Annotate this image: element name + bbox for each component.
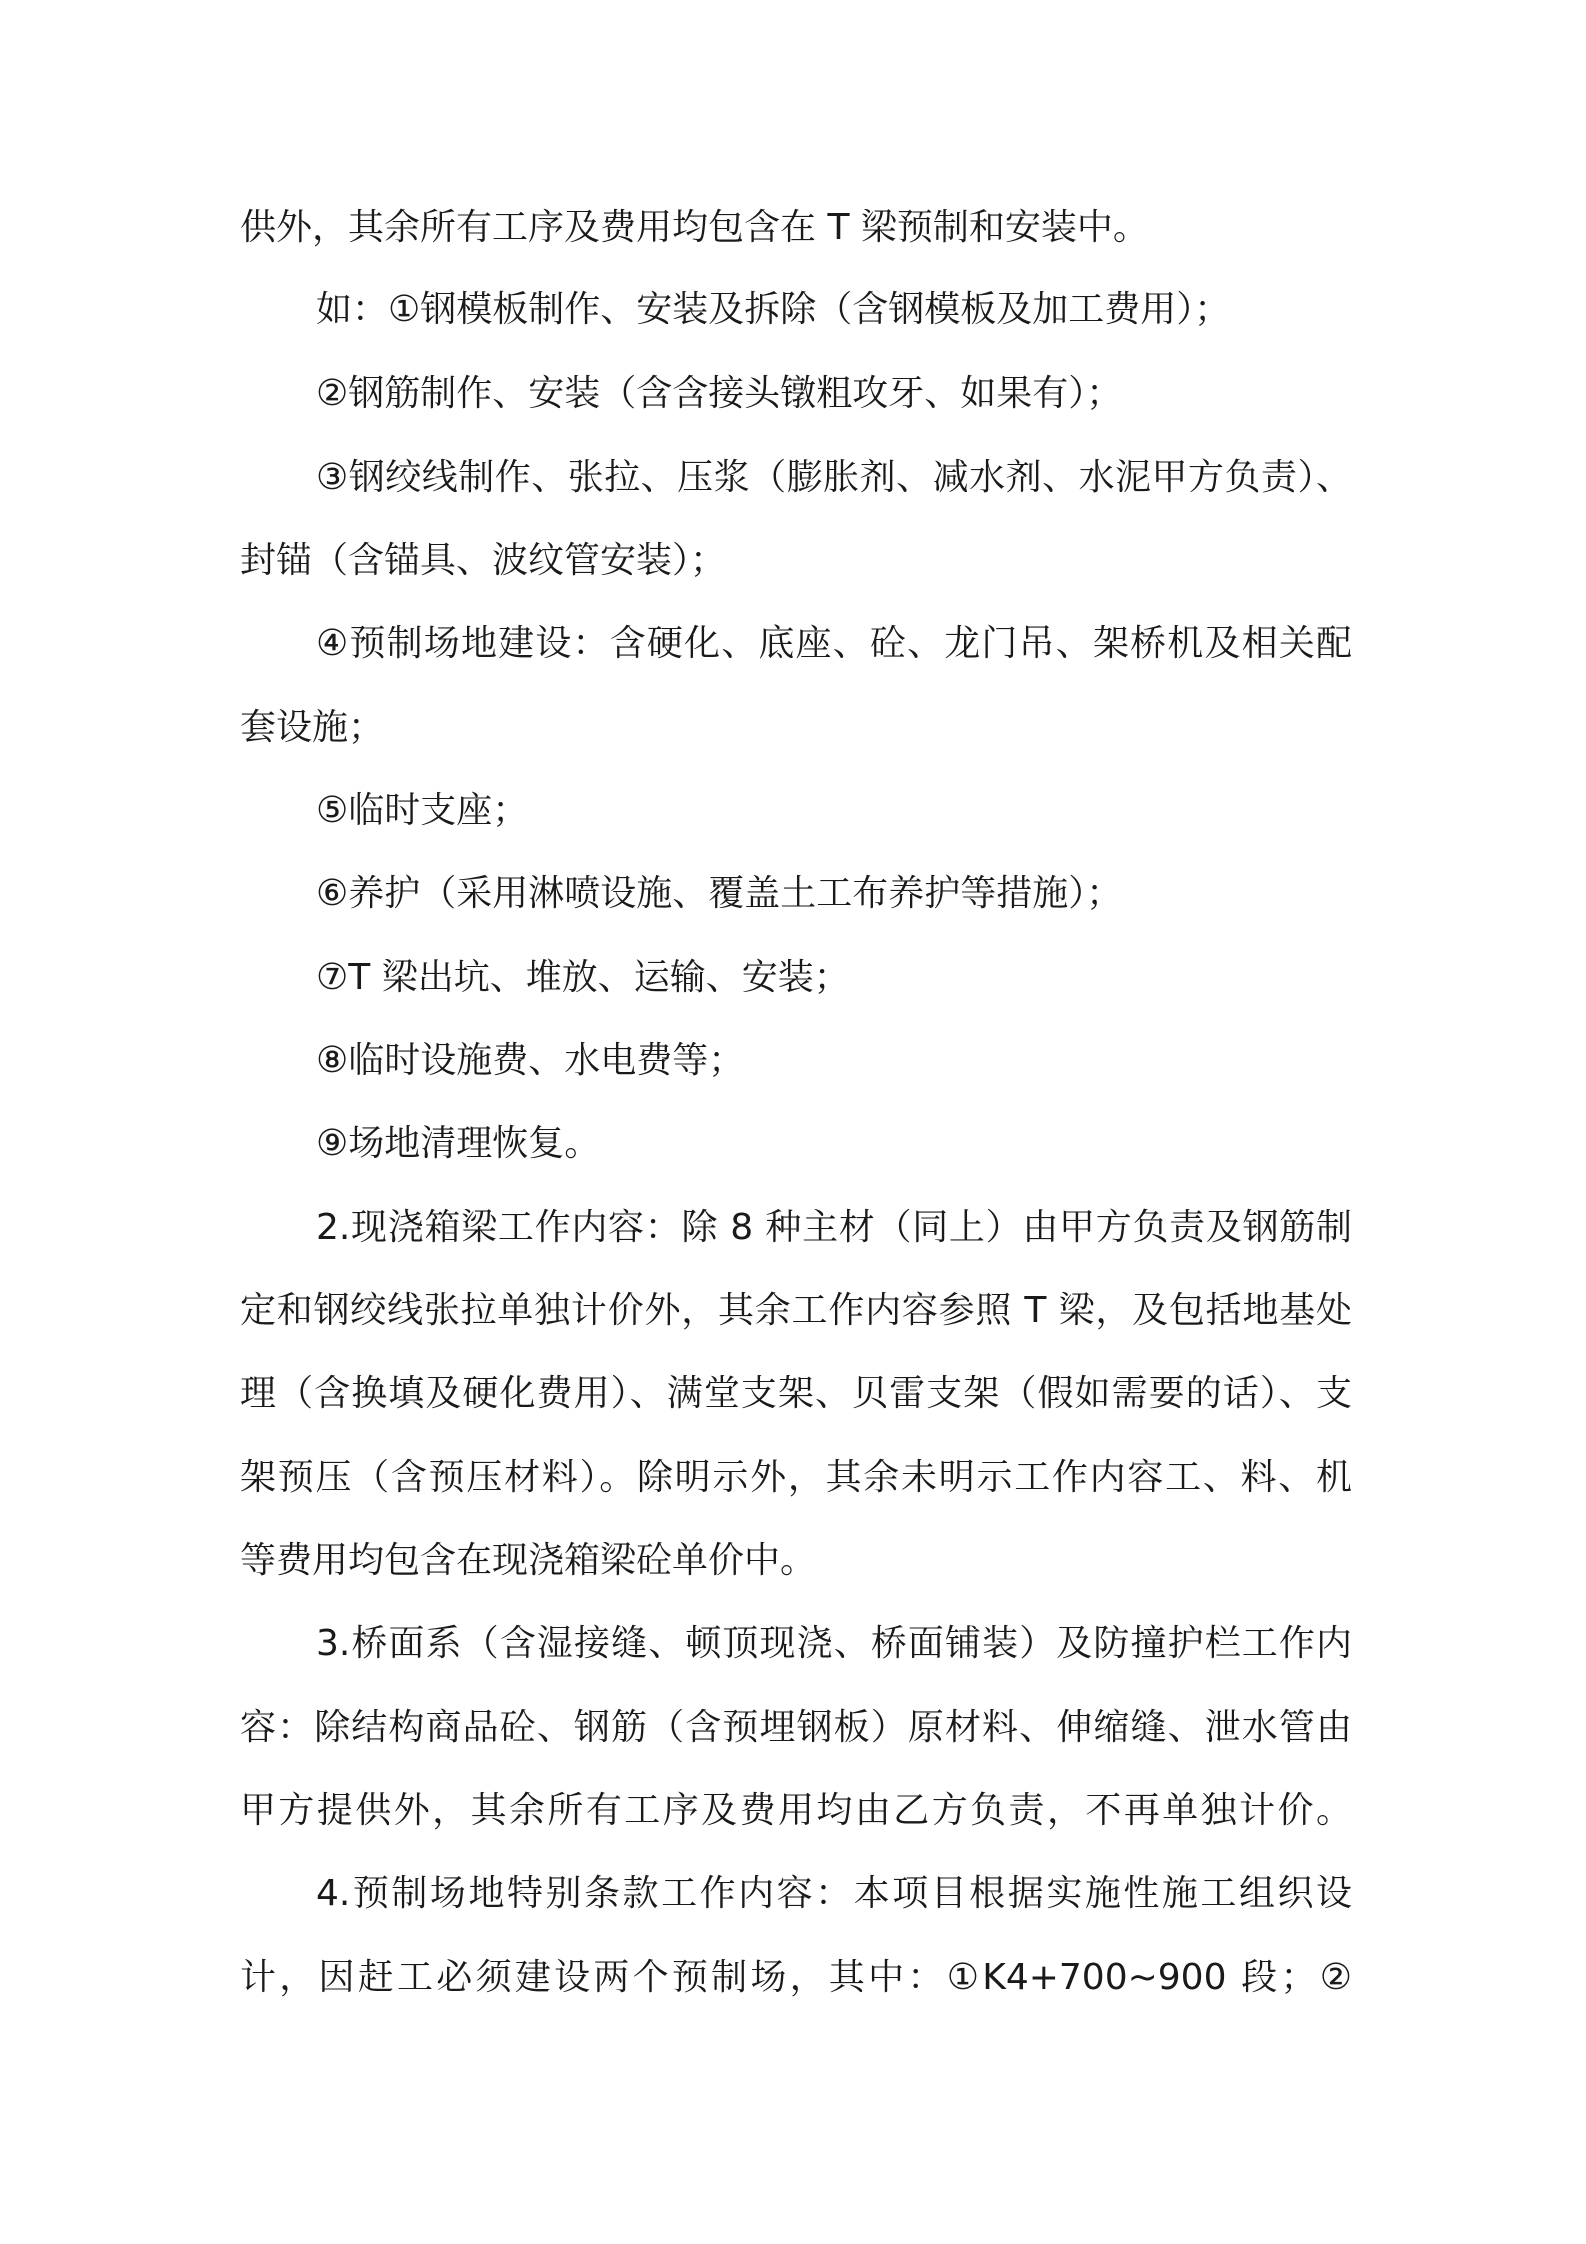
text-line: ⑨场地清理恢复。: [316, 1123, 601, 1164]
text-line: 等费用均包含在现浇箱梁砼单价中。: [240, 1540, 817, 1581]
text-line: 供外，其余所有工序及费用均包含在 T 梁预制和安装中。: [240, 207, 1149, 248]
text-line: 理（含换填及硬化费用）、满堂支架、贝雷支架（假如需要的话）、支: [240, 1373, 1352, 1414]
text-line: ②钢筋制作、安装（含含接头镦粗攻牙、如果有）；: [316, 373, 1123, 414]
text-line: ③钢绞线制作、张拉、压浆（膨胀剂、减水剂、水泥甲方负责）、: [316, 457, 1352, 498]
text-line: 架预压（含预压材料）。除明示外，其余未明示工作内容工、料、机: [240, 1457, 1352, 1498]
text-line: 定和钢绞线张拉单独计价外，其余工作内容参照 T 梁，及包括地基处: [240, 1290, 1352, 1331]
text-line: 封锚（含锚具、波纹管安装）；: [240, 540, 727, 581]
text-line: 计，因赶工必须建设两个预制场，其中：①K4+700~900 段；②: [240, 1957, 1352, 1998]
text-line: 2.现浇箱梁工作内容：除 8 种主材（同上）由甲方负责及钢筋制: [316, 1207, 1352, 1248]
text-line: ⑥养护（采用淋喷设施、覆盖土工布养护等措施）；: [316, 873, 1123, 914]
text-line: ⑧临时设施费、水电费等；: [316, 1040, 745, 1081]
text-line: ⑦T 梁出坑、堆放、运输、安装；: [316, 957, 850, 998]
text-line: 如：①钢模板制作、安装及拆除（含钢模板及加工费用）；: [316, 289, 1231, 330]
text-line: ④预制场地建设：含硬化、底座、砼、龙门吊、架桥机及相关配: [316, 623, 1352, 664]
text-line: 甲方提供外，其余所有工序及费用均由乙方负责，不再单独计价。: [240, 1790, 1352, 1831]
text-line: 套设施；: [240, 707, 385, 748]
text-line: 容：除结构商品砼、钢筋（含预埋钢板）原材料、伸缩缝、泄水管由: [240, 1707, 1352, 1748]
text-line: 3.桥面系（含湿接缝、顿顶现浇、桥面铺装）及防撞护栏工作内: [316, 1623, 1352, 1664]
text-line: 4.预制场地特别条款工作内容：本项目根据实施性施工组织设: [316, 1873, 1352, 1914]
text-line: ⑤临时支座；: [316, 790, 529, 831]
